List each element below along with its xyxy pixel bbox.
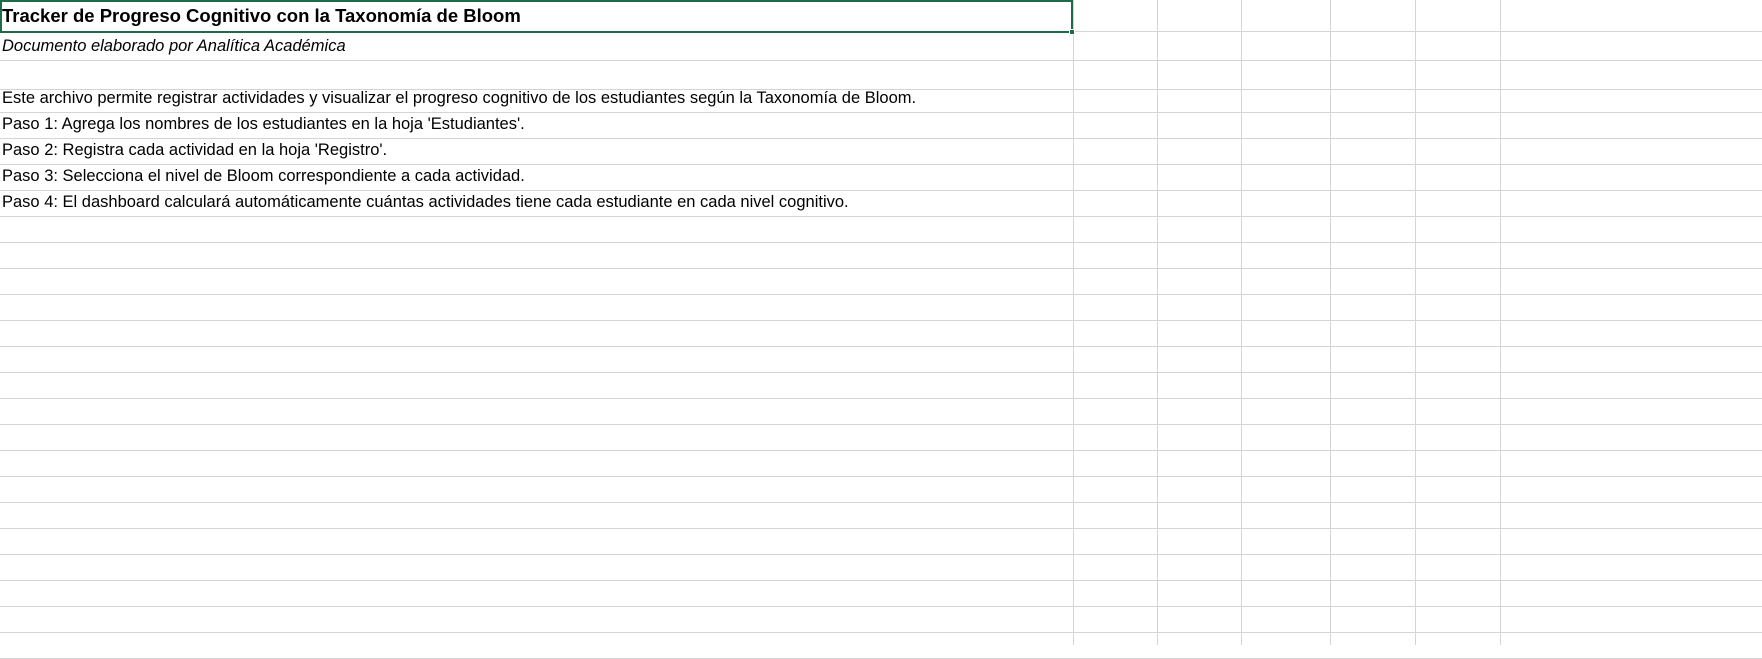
step-4-cell[interactable]: Paso 4: El dashboard calculará automáticamente cuántas actividades tiene cada estudiante en cada nivel cognitivo. xyxy=(2,193,849,211)
intro-text-cell[interactable]: Este archivo permite registrar actividades y visualizar el progreso cognitivo de los estudiantes según la Taxonomía de Bloom. xyxy=(2,89,917,107)
step-3-cell[interactable]: Paso 3: Selecciona el nivel de Bloom correspondiente a cada actividad. xyxy=(2,167,525,185)
step-2-cell[interactable]: Paso 2: Registra cada actividad en la hoja 'Registro'. xyxy=(2,141,388,159)
document-title-cell[interactable]: Tracker de Progreso Cognitivo con la Taxonomía de Bloom xyxy=(2,5,521,26)
step-1-cell[interactable]: Paso 1: Agrega los nombres de los estudiantes en la hoja 'Estudiantes'. xyxy=(2,115,525,133)
document-subtitle-cell[interactable]: Documento elaborado por Analítica Académica xyxy=(2,37,346,55)
